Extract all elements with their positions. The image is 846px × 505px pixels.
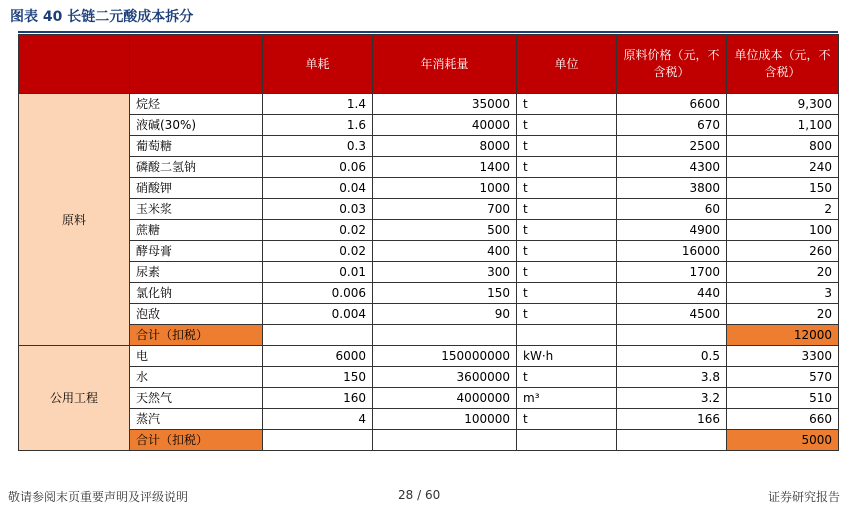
annual-value: 35000 bbox=[373, 94, 517, 115]
footer-page-number: 28 / 60 bbox=[398, 488, 441, 502]
subtotal-blank-cell bbox=[517, 430, 617, 451]
header-row bbox=[19, 35, 839, 94]
consumption-value: 0.01 bbox=[263, 262, 373, 283]
item-name: 烷烃 bbox=[130, 94, 263, 115]
consumption-value: 150 bbox=[263, 367, 373, 388]
table-row bbox=[19, 178, 839, 199]
price-value: 2500 bbox=[617, 136, 727, 157]
unit-value: t bbox=[517, 136, 617, 157]
consumption-value: 0.3 bbox=[263, 136, 373, 157]
subtotal-blank-cell bbox=[617, 430, 727, 451]
table-row bbox=[19, 115, 839, 136]
price-value: 6600 bbox=[617, 94, 727, 115]
group-label: 原料 bbox=[19, 94, 130, 346]
cost-value: 660 bbox=[727, 409, 839, 430]
unit-value: t bbox=[517, 304, 617, 325]
cost-value: 260 bbox=[727, 241, 839, 262]
table-row bbox=[19, 346, 839, 367]
subtotal-label: 合计（扣税） bbox=[130, 325, 263, 346]
consumption-value: 0.04 bbox=[263, 178, 373, 199]
item-name: 蔗糖 bbox=[130, 220, 263, 241]
cost-value: 150 bbox=[727, 178, 839, 199]
item-name: 硝酸钾 bbox=[130, 178, 263, 199]
price-value: 4900 bbox=[617, 220, 727, 241]
table-row bbox=[19, 388, 839, 409]
unit-value: t bbox=[517, 115, 617, 136]
unit-value: t bbox=[517, 157, 617, 178]
header-consumption: 单耗 bbox=[263, 35, 373, 94]
annual-value: 1400 bbox=[373, 157, 517, 178]
cost-value: 100 bbox=[727, 220, 839, 241]
item-name: 液碱(30%) bbox=[130, 115, 263, 136]
table-row bbox=[19, 136, 839, 157]
header-cost: 单位成本（元，不含税） bbox=[727, 35, 839, 94]
price-value: 166 bbox=[617, 409, 727, 430]
subtotal-row bbox=[19, 325, 839, 346]
title-rule bbox=[18, 31, 838, 33]
cost-value: 9,300 bbox=[727, 94, 839, 115]
cost-value: 1,100 bbox=[727, 115, 839, 136]
cost-value: 800 bbox=[727, 136, 839, 157]
subtotal-blank-cell bbox=[263, 325, 373, 346]
annual-value: 1000 bbox=[373, 178, 517, 199]
table-row bbox=[19, 409, 839, 430]
consumption-value: 1.4 bbox=[263, 94, 373, 115]
consumption-value: 6000 bbox=[263, 346, 373, 367]
cost-breakdown-table bbox=[18, 34, 839, 451]
price-value: 440 bbox=[617, 283, 727, 304]
unit-value: t bbox=[517, 94, 617, 115]
cost-value: 2 bbox=[727, 199, 839, 220]
item-name: 葡萄糖 bbox=[130, 136, 263, 157]
subtotal-blank-cell bbox=[373, 430, 517, 451]
cost-value: 20 bbox=[727, 304, 839, 325]
price-value: 4300 bbox=[617, 157, 727, 178]
table-row bbox=[19, 199, 839, 220]
consumption-value: 0.03 bbox=[263, 199, 373, 220]
subtotal-blank-cell bbox=[517, 325, 617, 346]
item-name: 电 bbox=[130, 346, 263, 367]
price-value: 60 bbox=[617, 199, 727, 220]
cost-value: 3300 bbox=[727, 346, 839, 367]
header-unit: 单位 bbox=[517, 35, 617, 94]
price-value: 3800 bbox=[617, 178, 727, 199]
item-name: 水 bbox=[130, 367, 263, 388]
header-price: 原料价格（元，不含税） bbox=[617, 35, 727, 94]
footer-disclaimer: 敬请参阅末页重要声明及评级说明 bbox=[8, 490, 189, 504]
item-name: 尿素 bbox=[130, 262, 263, 283]
subtotal-blank-cell bbox=[263, 430, 373, 451]
annual-value: 40000 bbox=[373, 115, 517, 136]
consumption-value: 0.006 bbox=[263, 283, 373, 304]
cost-value: 570 bbox=[727, 367, 839, 388]
annual-value: 150 bbox=[373, 283, 517, 304]
subtotal-blank-cell bbox=[373, 325, 517, 346]
annual-value: 4000000 bbox=[373, 388, 517, 409]
cost-value: 20 bbox=[727, 262, 839, 283]
table-row bbox=[19, 94, 839, 115]
item-name: 磷酸二氢钠 bbox=[130, 157, 263, 178]
table-row bbox=[19, 262, 839, 283]
item-name: 天然气 bbox=[130, 388, 263, 409]
subtotal-label: 合计（扣税） bbox=[130, 430, 263, 451]
unit-value: m³ bbox=[517, 388, 617, 409]
header-blank-group bbox=[19, 35, 130, 94]
table-row bbox=[19, 304, 839, 325]
annual-value: 700 bbox=[373, 199, 517, 220]
annual-value: 3600000 bbox=[373, 367, 517, 388]
cost-value: 240 bbox=[727, 157, 839, 178]
cost-value: 510 bbox=[727, 388, 839, 409]
unit-value: t bbox=[517, 367, 617, 388]
group-label: 公用工程 bbox=[19, 346, 130, 451]
table-row bbox=[19, 283, 839, 304]
price-value: 3.8 bbox=[617, 367, 727, 388]
annual-value: 400 bbox=[373, 241, 517, 262]
price-value: 4500 bbox=[617, 304, 727, 325]
price-value: 3.2 bbox=[617, 388, 727, 409]
annual-value: 150000000 bbox=[373, 346, 517, 367]
consumption-value: 0.02 bbox=[263, 220, 373, 241]
item-name: 泡敌 bbox=[130, 304, 263, 325]
footer-report-type: 证券研究报告 bbox=[767, 490, 840, 504]
price-value: 1700 bbox=[617, 262, 727, 283]
figure-title: 图表 40 长链二元酸成本拆分 bbox=[10, 9, 194, 25]
item-name: 氯化钠 bbox=[130, 283, 263, 304]
item-name: 蒸汽 bbox=[130, 409, 263, 430]
item-name: 酵母膏 bbox=[130, 241, 263, 262]
unit-value: t bbox=[517, 409, 617, 430]
subtotal-row bbox=[19, 430, 839, 451]
consumption-value: 1.6 bbox=[263, 115, 373, 136]
item-name: 玉米浆 bbox=[130, 199, 263, 220]
annual-value: 100000 bbox=[373, 409, 517, 430]
table-row bbox=[19, 220, 839, 241]
consumption-value: 0.02 bbox=[263, 241, 373, 262]
unit-value: t bbox=[517, 199, 617, 220]
subtotal-blank-cell bbox=[617, 325, 727, 346]
consumption-value: 160 bbox=[263, 388, 373, 409]
unit-value: t bbox=[517, 178, 617, 199]
price-value: 670 bbox=[617, 115, 727, 136]
header-blank-item bbox=[130, 35, 263, 94]
cost-value: 3 bbox=[727, 283, 839, 304]
consumption-value: 0.06 bbox=[263, 157, 373, 178]
unit-value: t bbox=[517, 220, 617, 241]
table-row bbox=[19, 367, 839, 388]
price-value: 0.5 bbox=[617, 346, 727, 367]
unit-value: t bbox=[517, 241, 617, 262]
subtotal-cost: 5000 bbox=[727, 430, 839, 451]
consumption-value: 0.004 bbox=[263, 304, 373, 325]
unit-value: t bbox=[517, 262, 617, 283]
unit-value: kW·h bbox=[517, 346, 617, 367]
consumption-value: 4 bbox=[263, 409, 373, 430]
table-row bbox=[19, 157, 839, 178]
unit-value: t bbox=[517, 283, 617, 304]
header-annual: 年消耗量 bbox=[373, 35, 517, 94]
price-value: 16000 bbox=[617, 241, 727, 262]
annual-value: 500 bbox=[373, 220, 517, 241]
subtotal-cost: 12000 bbox=[727, 325, 839, 346]
table-row bbox=[19, 241, 839, 262]
annual-value: 8000 bbox=[373, 136, 517, 157]
annual-value: 300 bbox=[373, 262, 517, 283]
annual-value: 90 bbox=[373, 304, 517, 325]
